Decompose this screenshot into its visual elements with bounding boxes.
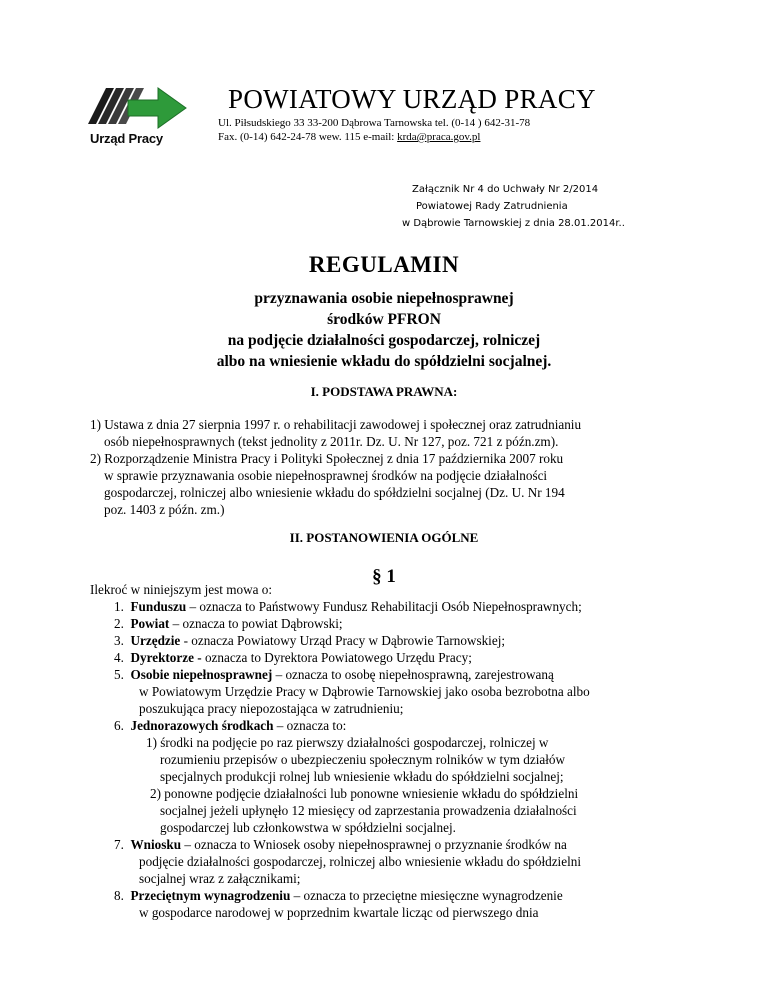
sub-item-continuation: rozumieniu przepisów o ubezpieczeniu społecznym rolników w tym działów (160, 752, 566, 767)
subtitle-line-1: przyznawania osobie niepełnosprawnej (254, 290, 514, 307)
fax-line (218, 131, 480, 143)
definition-item: 2. Powiat – oznacza to powiat Dąbrowski; (114, 616, 343, 631)
subtitle-line-3: na podjęcie działalności gospodarczej, rolniczej (227, 332, 541, 349)
legal-basis-line: gospodarczej, rolniczej albo wniesienie wkładu do spółdzielni socjalnej (Dz. U. Nr 194 (104, 485, 565, 500)
definition-continuation: socjalnej wraz z załącznikami; (139, 871, 301, 886)
definition-item: 1. Funduszu – oznacza to Państwowy Fundusz Rehabilitacji Osób Niepełnosprawnych; (114, 599, 582, 614)
address-line: Ul. Piłsudskiego 33 33-200 Dąbrowa Tarnowska tel. (0-14 ) 642-31-78 (218, 117, 531, 129)
definition-continuation: podjęcie działalności gospodarczej, rolniczej albo wniesienie wkładu do spółdzielni (139, 854, 582, 869)
logo (84, 78, 188, 150)
paragraph-symbol: § 1 (372, 566, 396, 587)
section-1-heading: I. PODSTAWA PRAWNA: (310, 384, 458, 399)
definition-continuation: w gospodarce narodowej w poprzednim kwartale licząc od pierwszego dnia (139, 905, 539, 920)
fax-text: Fax. (0-14) 642-24-78 wew. 115 e-mail: (218, 131, 398, 143)
definition-item: 4. Dyrektorze - oznacza to Dyrektora Powiatowego Urzędu Pracy; (114, 650, 472, 665)
subtitle-line-2: środków PFRON (327, 311, 441, 328)
sub-item: 1) środki na podjęcie po raz pierwszy działalności gospodarczej, rolniczej w (146, 735, 549, 750)
annex-line-3: w Dąbrowie Tarnowskiej z dnia 28.01.2014r.. (402, 218, 625, 229)
logo-text: Urząd Pracy (90, 131, 163, 146)
subtitle-line-4: albo na wniesienie wkładu do spółdzielni socjalnej. (216, 353, 552, 370)
legal-basis-line: w sprawie przyznawania osobie niepełnosprawnej środków na podjęcie działalności (104, 468, 548, 483)
definition-item: 8. Przeciętnym wynagrodzeniu – oznacza to przeciętne miesięczne wynagrodzenie (114, 888, 563, 903)
document-title: REGULAMIN (308, 252, 460, 277)
definition-item: 5. Osobie niepełnosprawnej – oznacza to osobę niepełnosprawną, zarejestrowaną (114, 667, 554, 682)
organization-title: POWIATOWY URZĄD PRACY (228, 84, 596, 114)
definition-continuation: poszukująca pracy niepozostająca w zatrudnieniu; (139, 701, 404, 716)
annex-line-2: Powiatowej Rady Zatrudnienia (416, 201, 568, 212)
legal-basis-line: 2) Rozporządzenie Ministra Pracy i Polityki Społecznej z dnia 17 października 2007 roku (90, 451, 564, 466)
sub-item-continuation: specjalnych produkcji rolnej lub wniesienie wkładu do spółdzielni socjalnej; (160, 769, 564, 784)
definition-item: 7. Wniosku – oznacza to Wniosek osoby niepełnosprawnej o przyznanie środków na (114, 837, 567, 852)
sub-item-continuation: gospodarczej lub członkowstwa w spółdzielni socjalnej. (160, 820, 456, 835)
email-link[interactable]: krda@praca.gov.pl (397, 131, 481, 143)
definition-item: 3. Urzędzie - oznacza Powiatowy Urząd Pracy w Dąbrowie Tarnowskiej; (114, 633, 506, 648)
legal-basis-line: poz. 1403 z późn. zm.) (104, 502, 225, 517)
sub-item-continuation: socjalnej jeżeli upłynęło 12 miesięcy od zaprzestania prowadzenia działalności (160, 803, 577, 818)
legal-basis-line: osób niepełnosprawnych (tekst jednolity z 2011r. Dz. U. Nr 127, poz. 721 z późn.zm). (104, 434, 559, 449)
logo-arrow-icon (84, 78, 188, 134)
legal-basis-line: 1) Ustawa z dnia 27 sierpnia 1997 r. o rehabilitacji zawodowej i społecznej oraz zatrudnianiu (90, 417, 582, 432)
section-2-heading: II. POSTANOWIENIA OGÓLNE (289, 530, 479, 545)
definition-item: 6. Jednorazowych środkach – oznacza to: (114, 718, 347, 733)
definitions-intro: Ilekroć w niniejszym jest mowa o: (90, 582, 273, 597)
definition-continuation: w Powiatowym Urzędzie Pracy w Dąbrowie Tarnowskiej jako osoba bezrobotna albo (139, 684, 590, 699)
annex-line-1: Załącznik Nr 4 do Uchwały Nr 2/2014 (412, 184, 599, 195)
sub-item: 2) ponowne podjęcie działalności lub ponowne wniesienie wkładu do spółdzielni (150, 786, 579, 801)
